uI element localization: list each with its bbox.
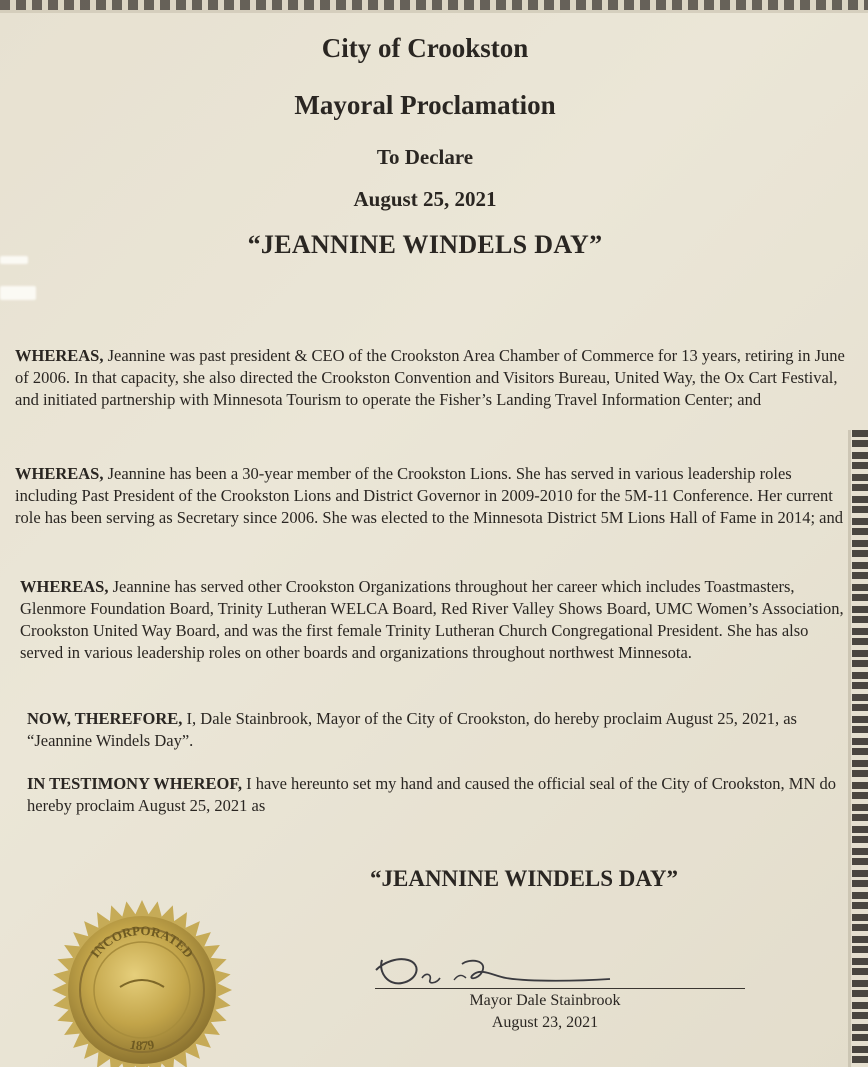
svg-text:1879 [129,1037,156,1054]
seal-text-bottom: 1879 [128,1036,156,1054]
therefore-paragraph [27,708,847,752]
testimony-paragraph [27,773,847,817]
right-decorative-border [852,430,868,1067]
signer-block [425,990,665,1034]
whereas-paragraph-3 [20,576,850,664]
paragraph-lead: NOW, THEREFORE, [27,709,183,728]
paragraph-text: Jeannine was past president & CEO of the Crookston Area Chamber of Commerce for 13 years, retiring in June of 2006. In that capacity, she also directed the Crookston Convention and Visitors Bureau, United Way, the Ox Cart Festival, and initiated partnership with Minnesota Tourism to operate the Fisher’s Landing Travel Information Center; and [15,346,845,409]
paragraph-lead: WHEREAS, [15,464,104,483]
signature-line [375,988,745,989]
paragraph-lead: WHEREAS, [20,577,109,596]
paragraph-text: Jeannine has been a 30-year member of the Crookston Lions. She has served in various leadership roles including Past President of the Crookston Lions and District Governor in 2009-2010 for the 5M-11 Conference. Her current role has been serving as Secretary since 2006. She was elected to the Minnesota District 5M Lions Hall of Fame in 2014; and [15,464,844,527]
city-title: City of Crookston [321,33,529,63]
whereas-paragraph-1 [15,345,845,411]
day-name-title: “JEANNINE WINDELS DAY” [247,230,603,259]
seal-text-top: INCORPORATED [87,922,197,961]
purpose-line: To Declare [376,145,474,169]
document-type: Mayoral Proclamation [294,90,556,120]
signed-date: August 23, 2021 [491,1014,599,1031]
whereas-paragraph-2 [15,463,845,529]
paragraph-lead: WHEREAS, [15,346,104,365]
paragraph-lead: IN TESTIMONY WHEREOF, [27,774,243,793]
paragraph-text: Jeannine has served other Crookston Organizations throughout her career which includes Toastmasters, Glenmore Foundation Board, Trinity Lutheran WELCA Board, Red River Valley Shows Board, UMC Women’s Association, Crookston United Way Board, and was the first female Trinity Lutheran Church Congregational President. She has also served in various leadership roles on other boards and organizations throughout northwest Minnesota. [20,577,844,662]
glare-reflection [0,286,36,300]
city-seal-icon [42,895,242,1067]
closing-day-name: “JEANNINE WINDELS DAY” [370,866,679,891]
paragraph-text: I, Dale Stainbrook, Mayor of the City of Crookston, do hereby proclaim August 25, 2021, as “Jeannine Windels Day”. [27,709,797,750]
signer-name: Mayor Dale Stainbrook [469,992,621,1009]
paragraph-text: I have hereunto set my hand and caused the official seal of the City of Crookston, MN do hereby proclaim August 25, 2021 as [27,774,837,815]
proclamation-date: August 25, 2021 [353,187,497,211]
top-decorative-border [0,0,868,10]
